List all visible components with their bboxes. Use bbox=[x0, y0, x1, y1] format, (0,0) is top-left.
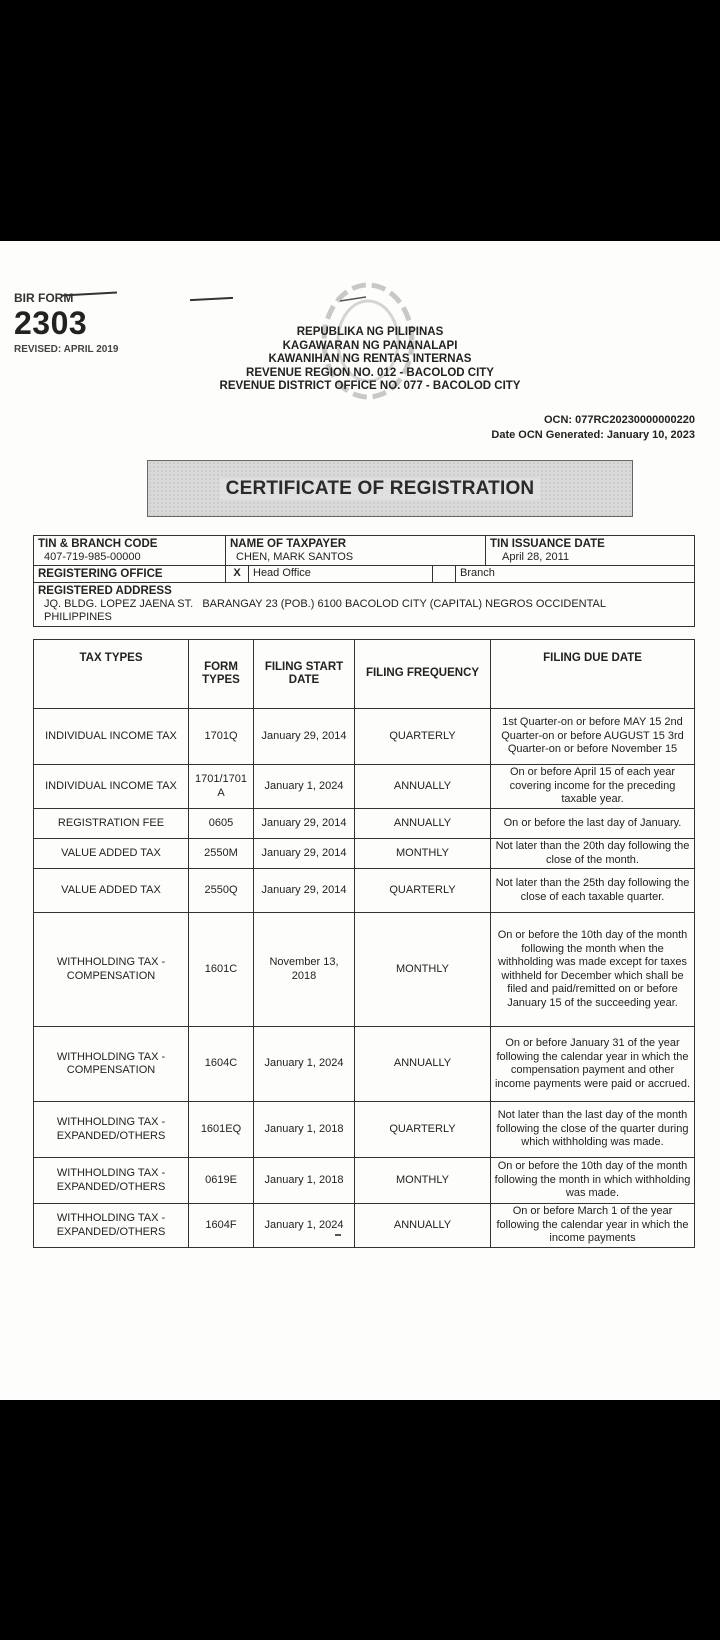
due-date-cell: On or before March 1 of the year following the calendar year in which the income payments bbox=[491, 1204, 695, 1248]
form-type-cell: 1604C bbox=[189, 1027, 254, 1102]
registered-address-label: REGISTERED ADDRESS bbox=[38, 585, 172, 597]
tax-type-cell: REGISTRATION FEE bbox=[34, 809, 189, 839]
header-tax-types: TAX TYPES bbox=[34, 640, 189, 709]
tin-cell bbox=[34, 536, 226, 565]
branch-checkbox[interactable] bbox=[433, 566, 456, 582]
form-type-cell: 1601EQ bbox=[189, 1102, 254, 1158]
form-type-cell: 0605 bbox=[189, 809, 254, 839]
table-row bbox=[34, 1204, 695, 1248]
agency-line: KAGAWARAN NG PANANALAPI bbox=[282, 339, 458, 352]
start-date-cell: January 1, 2024 bbox=[254, 1204, 355, 1248]
table-row bbox=[34, 765, 695, 809]
header-form-types: FORM TYPES bbox=[189, 640, 254, 709]
table-row bbox=[34, 1102, 695, 1158]
registered-address-row bbox=[34, 583, 694, 626]
ocn-number: OCN: 077RC20230000000220 bbox=[543, 414, 695, 426]
tax-type-cell: INDIVIDUAL INCOME TAX bbox=[34, 765, 189, 809]
registering-office-label: REGISTERING OFFICE bbox=[34, 566, 226, 582]
start-date-cell: January 29, 2014 bbox=[254, 839, 355, 869]
start-date-cell: January 1, 2024 bbox=[254, 765, 355, 809]
document-title: CERTIFICATE OF REGISTRATION bbox=[220, 478, 541, 500]
frequency-cell: QUARTERLY bbox=[355, 1102, 491, 1158]
header-filing-due-date: FILING DUE DATE bbox=[491, 640, 695, 709]
tin-issuance-cell bbox=[486, 536, 694, 565]
agency-line: REPUBLIKA NG PILIPINAS bbox=[296, 326, 444, 338]
document-title-box bbox=[147, 460, 633, 517]
agency-line: REVENUE DISTRICT OFFICE NO. 077 - BACOLOD CITY bbox=[219, 380, 521, 392]
taxpayer-name-cell bbox=[226, 536, 486, 565]
tax-type-cell: WITHHOLDING TAX - EXPANDED/OTHERS bbox=[34, 1158, 189, 1204]
branch-label: Branch bbox=[460, 567, 495, 579]
tax-type-cell: WITHHOLDING TAX - EXPANDED/OTHERS bbox=[34, 1204, 189, 1248]
document-page bbox=[0, 241, 720, 1400]
table-header-row bbox=[34, 640, 695, 709]
frequency-cell: MONTHLY bbox=[355, 839, 491, 869]
table-row bbox=[34, 913, 695, 1027]
form-type-cell: 1701/1701A bbox=[189, 765, 254, 809]
form-type-cell: 2550Q bbox=[189, 869, 254, 913]
due-date-cell: On or before the 10th day of the month following the month when the withholding was made except for taxes withheld for December which shall be filed and paid/remitted on or before January 15 of the succeeding year. bbox=[491, 913, 695, 1027]
due-date-cell: Not later than the 20th day following the close of the month. bbox=[491, 839, 695, 869]
tax-type-cell: WITHHOLDING TAX - COMPENSATION bbox=[34, 1027, 189, 1102]
agency-line: KAWANIHAN NG RENTAS INTERNAS bbox=[268, 353, 472, 365]
due-date-cell: 1st Quarter-on or before MAY 15 2nd Quarter-on or before AUGUST 15 3rd Quarter-on or before November 15 bbox=[491, 709, 695, 765]
frequency-cell: QUARTERLY bbox=[355, 709, 491, 765]
due-date-cell: On or before April 15 of each year covering income for the preceding taxable year. bbox=[491, 765, 695, 809]
tax-types-table bbox=[33, 639, 695, 1248]
tax-type-cell: VALUE ADDED TAX bbox=[34, 869, 189, 913]
tin-value: 407-719-985-00000 bbox=[44, 551, 141, 563]
frequency-cell: MONTHLY bbox=[355, 1158, 491, 1204]
frequency-cell: ANNUALLY bbox=[355, 1027, 491, 1102]
tin-issuance-value: April 28, 2011 bbox=[502, 551, 570, 563]
start-date-cell: January 1, 2018 bbox=[254, 1158, 355, 1204]
registration-info bbox=[33, 535, 695, 627]
tax-type-cell: WITHHOLDING TAX - EXPANDED/OTHERS bbox=[34, 1102, 189, 1158]
form-revision: REVISED: APRIL 2019 bbox=[14, 344, 119, 355]
frequency-cell: ANNUALLY bbox=[355, 1204, 491, 1248]
table-row bbox=[34, 1158, 695, 1204]
frequency-cell: ANNUALLY bbox=[355, 765, 491, 809]
due-date-cell: On or before January 31 of the year following the calendar year in which the compensation payment and other income payments were paid or accrued. bbox=[491, 1027, 695, 1102]
form-type-cell: 1604F bbox=[189, 1204, 254, 1248]
start-date-cell: January 29, 2014 bbox=[254, 709, 355, 765]
start-date-cell: January 29, 2014 bbox=[254, 869, 355, 913]
start-date-cell: January 29, 2014 bbox=[254, 809, 355, 839]
start-date-cell: January 1, 2018 bbox=[254, 1102, 355, 1158]
head-office-label: Head Office bbox=[249, 566, 433, 582]
ocn-date: Date OCN Generated: January 10, 2023 bbox=[491, 429, 695, 441]
form-number: 2303 bbox=[14, 305, 88, 341]
form-label: BIR FORM bbox=[14, 291, 74, 305]
tax-type-cell: VALUE ADDED TAX bbox=[34, 839, 189, 869]
form-type-cell: 0619E bbox=[189, 1158, 254, 1204]
table-row bbox=[34, 839, 695, 869]
scan-mark bbox=[335, 1234, 341, 1236]
header-filing-start-date: FILING START DATE bbox=[254, 640, 355, 709]
form-type-cell: 2550M bbox=[189, 839, 254, 869]
registering-office-row bbox=[34, 566, 694, 583]
table-row bbox=[34, 709, 695, 765]
due-date-cell: On or before the 10th day of the month following the month in which withholding was made. bbox=[491, 1158, 695, 1204]
ocn-block bbox=[491, 413, 695, 443]
pen-mark bbox=[190, 297, 233, 301]
start-date-cell: November 13, 2018 bbox=[254, 913, 355, 1027]
agency-header bbox=[180, 326, 560, 394]
due-date-cell: Not later than the last day of the month following the close of the quarter during which withholding was made. bbox=[491, 1102, 695, 1158]
tin-issuance-label: TIN ISSUANCE DATE bbox=[490, 538, 605, 550]
registered-address-cell bbox=[34, 583, 694, 626]
agency-line: REVENUE REGION NO. 012 - BACOLOD CITY bbox=[246, 366, 494, 379]
header-filing-frequency: FILING FREQUENCY bbox=[355, 640, 491, 709]
table-row bbox=[34, 1027, 695, 1102]
taxpayer-name-label: NAME OF TAXPAYER bbox=[230, 538, 347, 550]
frequency-cell: QUARTERLY bbox=[355, 869, 491, 913]
frequency-cell: ANNUALLY bbox=[355, 809, 491, 839]
start-date-cell: January 1, 2024 bbox=[254, 1027, 355, 1102]
tax-type-cell: INDIVIDUAL INCOME TAX bbox=[34, 709, 189, 765]
head-office-checkbox[interactable]: X bbox=[226, 566, 249, 582]
tin-label: TIN & BRANCH CODE bbox=[38, 538, 158, 550]
taxpayer-name-value: CHEN, MARK SANTOS bbox=[236, 551, 354, 563]
due-date-cell: Not later than the 25th day following the close of each taxable quarter. bbox=[491, 869, 695, 913]
tax-type-cell: WITHHOLDING TAX - COMPENSATION bbox=[34, 913, 189, 1027]
registration-row-top bbox=[34, 536, 694, 566]
registered-address-value: JQ. BLDG. LOPEZ JAENA ST. BARANGAY 23 (POB.) 6100 BACOLOD CITY (CAPITAL) NEGROS OCCIDENTAL PHILIPPINES bbox=[44, 598, 609, 623]
table-row bbox=[34, 869, 695, 913]
table-row bbox=[34, 809, 695, 839]
due-date-cell: On or before the last day of January. bbox=[491, 809, 695, 839]
form-type-cell: 1701Q bbox=[189, 709, 254, 765]
frequency-cell: MONTHLY bbox=[355, 913, 491, 1027]
form-type-cell: 1601C bbox=[189, 913, 254, 1027]
